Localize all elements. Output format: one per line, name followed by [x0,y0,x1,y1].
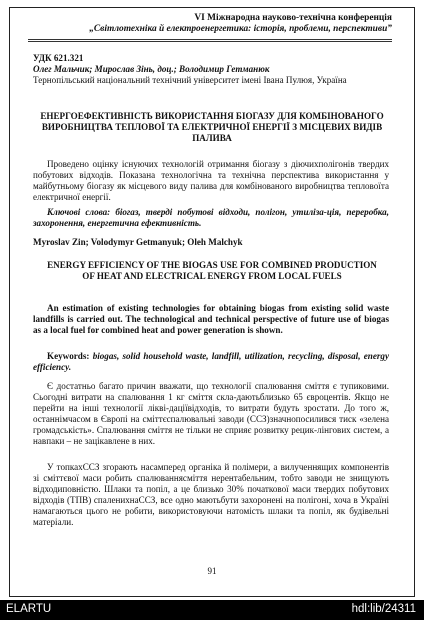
conference-subtitle: „Світлотехніка й електроенергетика: історія, проблеми, перспективи” [89,24,392,34]
title-ua: ЕНЕРГОЕФЕКТИВНІСТЬ ВИКОРИСТАННЯ БІОГАЗУ ДЛЯ КОМБІНОВАНОГО ВИРОБНИЦТВА ТЕПЛОВОЇ ТА ЕЛЕКТРИЧНОЇ ЕНЕРГІЇ З МІСЦЕВИХ ВИДІВ ПАЛИВА [40,111,384,143]
title-en: ENERGY EFFICIENCY OF THE BIOGAS USE FOR COMBINED PRODUCTION OF HEAT AND ELECTRICAL ENERGY FROM LOCAL FUELS [47,260,377,281]
body-paragraph-1: Є достатньо багато причин вважати, що технології спалювання сміття є тупиковими. Сьогодні витрати на спалювання 1 кг сміття скла-даютьблизько 65 євроцентів. Якщо не перейти на інші технології лікві-даціївідходів, то витрати будуть зростати. До того ж, останнімчасом в Європі на сміттєспалювальні заводи (ССЗ)значнопосилився тиск «зелена громадськість». Спалювання сміття не тільки не сприяє розвитку рецик-лінгових систем, а навпаки – не зацікавлене в них. [33,381,389,446]
header-rule [28,39,392,40]
conference-name: VI Міжнародна науково-технічна конференція [194,13,392,23]
authors-en: Myroslav Zin; Volodymyr Getmanyuk; Oleh Malchyk [33,237,243,247]
repository-label: ELARTU [6,603,52,615]
conference-header [28,13,392,35]
header-rule-double [28,41,392,42]
keywords-en [33,351,389,373]
keywords-en-label: Keywords: [47,351,90,361]
keywords-ua-text: біогаз, тверді побутові відходи, полігон, утиліза-ція, переробка, захоронення, енергетична ефективність. [33,207,389,228]
authors-ua: Олег Мальчик; Мирослав Зінь, доц.; Володимир Гетманюк [33,64,270,74]
abstract-ua: Проведено оцінку існуючих технологій отримання біогазу з діючихполігонів твердих побутових відходів. Показана технологічна та технічна перспектива використання у майбутньому біогазу як місцевого виду палива для комбінованого виробництва тепловоїта електричної енергії. [33,159,389,202]
udc-code: УДК 621.321 [33,53,84,63]
footer-bar [0,600,424,620]
abstract-en: An estimation of existing technologies for obtaining biogas from existing solid waste landfills is carried out. The technological and technical perspective of future use of biogas as a local fuel for combined heat and power generation is shown. [33,303,389,335]
page-number: 91 [207,566,217,576]
handle-identifier: hdl:lib/24311 [351,603,416,615]
keywords-ua-label: Ключові слова: [47,207,111,217]
keywords-en-text: biogas, solid household waste, landfill, utilization, recycling, disposal, energy efficiency. [33,351,389,372]
keywords-ua [33,207,389,229]
affiliation: Тернопільський національний технічний університет імені Івана Пулюя, Україна [33,75,347,85]
body-paragraph-2: У топкахССЗ згорають насамперед органіка й полімери, а вилученнящих компонентів зі сміттєвої маси робить спалюваннясміття нерентабельним, тобто заводи не знищують відходиповністю. Шлаки та попіл, а це близько 30% початкової маси твердих побутових відходів (ТПВ) спаленихнаССЗ, все одно маютьбути захоронені на полігоні, хоча в Україні намагаються цього не робити, використовуючи натомість шлаки та попіл, як будівельні матеріали. [33,462,389,527]
